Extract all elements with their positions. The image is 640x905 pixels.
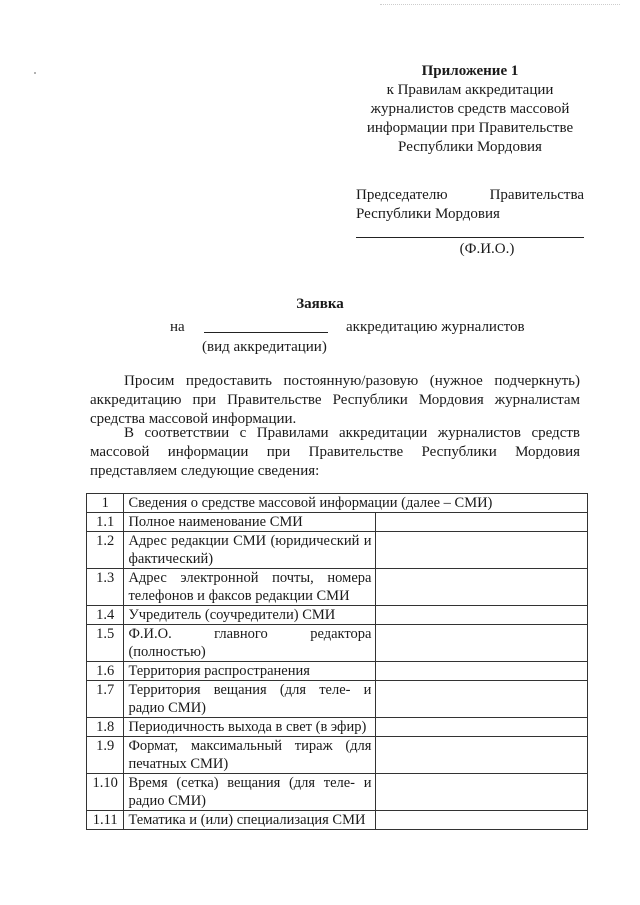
row-num: 1.1	[87, 513, 124, 532]
addressee-line-1	[356, 186, 584, 205]
row-value-cell	[376, 718, 588, 737]
row-value-cell	[376, 569, 588, 606]
row-num: 1.5	[87, 625, 124, 662]
addressee-word-government: Правительства	[489, 187, 584, 203]
row-value-cell	[376, 606, 588, 625]
row-label: Время (сетка) вещания (для теле- и радио СМИ)	[124, 774, 376, 811]
row-value-cell	[376, 737, 588, 774]
document-title: Заявка	[296, 296, 344, 312]
accreditation-type-hint: (вид аккредитации)	[202, 339, 327, 355]
addressee-block	[356, 186, 584, 259]
table-header-text: Сведения о средстве массовой информации (далее – СМИ)	[124, 494, 588, 513]
request-paragraph: Просим предоставить постоянную/разовую (нужное подчеркнуть) аккредитацию при Правительстве Республики Мордовия журналистам средства массовой информации.	[90, 373, 580, 427]
row-label: Территория вещания (для теле- и радио СМИ)	[124, 681, 376, 718]
row-value-cell	[376, 662, 588, 681]
row-label: Полное наименование СМИ	[124, 513, 376, 532]
row-value-cell	[376, 811, 588, 830]
accreditation-suffix: аккредитацию журналистов	[346, 319, 525, 335]
appendix-title: Приложение 1	[421, 63, 519, 79]
addressee-line-2: Республики Мордовия	[356, 206, 500, 222]
row-value-cell	[376, 774, 588, 811]
row-value-cell	[376, 681, 588, 718]
table-header-row	[87, 494, 588, 513]
scan-artifact	[380, 4, 620, 9]
media-info-table	[86, 493, 588, 830]
row-num: 1.6	[87, 662, 124, 681]
table-row	[87, 718, 588, 737]
row-value-cell	[376, 532, 588, 569]
table-row	[87, 737, 588, 774]
appendix-block	[352, 62, 588, 157]
row-label: Учредитель (соучредители) СМИ	[124, 606, 376, 625]
fio-caption: (Ф.И.О.)	[459, 241, 515, 257]
row-value-cell	[376, 513, 588, 532]
row-label: Адрес редакции СМИ (юридический и фактический)	[124, 532, 376, 569]
table-row	[87, 811, 588, 830]
row-label: Ф.И.О. главного редактора (полностью)	[124, 625, 376, 662]
appendix-line: информации при Правительстве	[366, 120, 574, 136]
scan-dot	[34, 72, 36, 74]
table-row	[87, 606, 588, 625]
table-row	[87, 569, 588, 606]
row-num: 1.11	[87, 811, 124, 830]
table-row	[87, 774, 588, 811]
table-row	[87, 625, 588, 662]
appendix-line: к Правилам аккредитации	[386, 82, 554, 98]
accreditation-prefix: на	[170, 319, 185, 335]
appendix-line: журналистов средств массовой	[370, 101, 570, 117]
row-label: Адрес электронной почты, номера телефонов и факсов редакции СМИ	[124, 569, 376, 606]
table-row	[87, 662, 588, 681]
row-num: 1.7	[87, 681, 124, 718]
row-label: Тематика и (или) специализация СМИ	[124, 811, 376, 830]
table-header-num: 1	[87, 494, 124, 513]
row-label: Территория распространения	[124, 662, 376, 681]
row-num: 1.9	[87, 737, 124, 774]
row-num: 1.4	[87, 606, 124, 625]
appendix-line: Республики Мордовия	[398, 139, 542, 155]
info-intro-paragraph: В соответствии с Правилами аккредитации журналистов средств массовой информации при Правительстве Республики Мордовия представляем следующие сведения:	[90, 425, 580, 479]
row-value-cell	[376, 625, 588, 662]
row-num: 1.2	[87, 532, 124, 569]
table-row	[87, 532, 588, 569]
addressee-word-chairman: Председателю	[356, 187, 448, 203]
table-row	[87, 513, 588, 532]
row-label: Периодичность выхода в свет (в эфир)	[124, 718, 376, 737]
row-num: 1.8	[87, 718, 124, 737]
table-row	[87, 681, 588, 718]
signature-line	[356, 236, 584, 238]
row-num: 1.3	[87, 569, 124, 606]
row-label: Формат, максимальный тираж (для печатных СМИ)	[124, 737, 376, 774]
row-num: 1.10	[87, 774, 124, 811]
accreditation-type-blank	[204, 332, 328, 333]
